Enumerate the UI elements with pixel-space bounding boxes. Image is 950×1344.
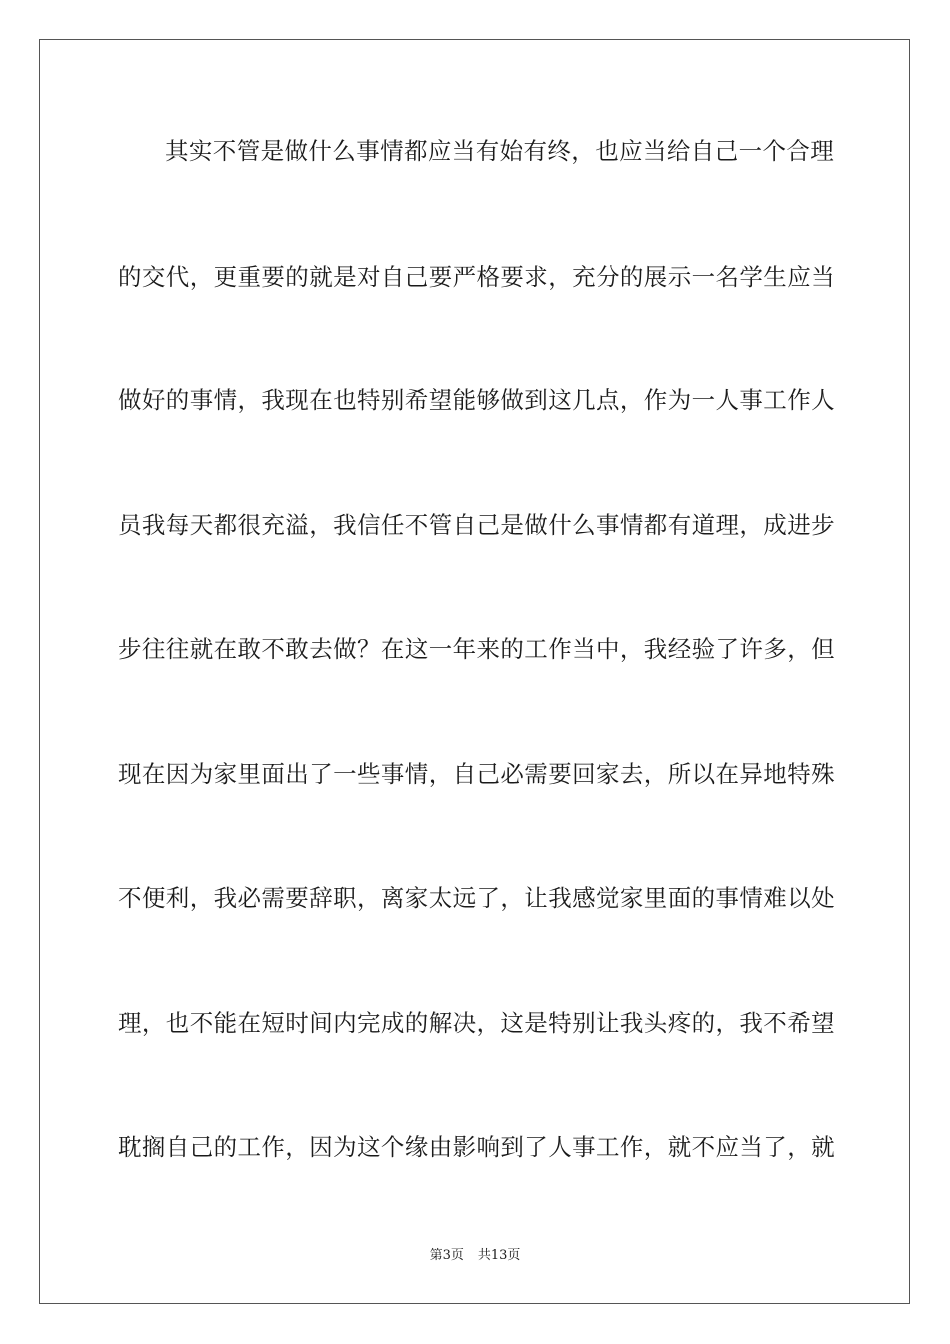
paragraph-line-6: 现在因为家里面出了一些事情，自己必需要回家去，所以在异地特殊: [118, 760, 835, 788]
page-total: 共13页: [477, 1248, 521, 1263]
paragraph-line-5: 步往往就在敢不敢去做？在这一年来的工作当中，我经验了许多，但: [118, 635, 835, 663]
paragraph-line-1: 其实不管是做什么事情都应当有始有终，也应当给自己一个合理: [165, 137, 835, 165]
page-footer: [0, 1247, 950, 1265]
paragraph-line-3: 做好的事情，我现在也特别希望能够做到这几点，作为一人事工作人: [118, 386, 835, 414]
paragraph-line-2: 的交代，更重要的就是对自己要严格要求，充分的展示一名学生应当: [118, 263, 835, 291]
paragraph-line-7: 不便利，我必需要辞职，离家太远了，让我感觉家里面的事情难以处: [118, 884, 835, 912]
page-number: 第3页: [429, 1248, 464, 1263]
paragraph-line-8: 理，也不能在短时间内完成的解决，这是特别让我头疼的，我不希望: [118, 1009, 835, 1037]
page-border: [39, 39, 910, 1304]
paragraph-line-9: 耽搁自己的工作，因为这个缘由影响到了人事工作，就不应当了，就: [118, 1133, 835, 1161]
paragraph-line-4: 员我每天都很充溢，我信任不管自己是做什么事情都有道理，成进步: [118, 511, 835, 539]
